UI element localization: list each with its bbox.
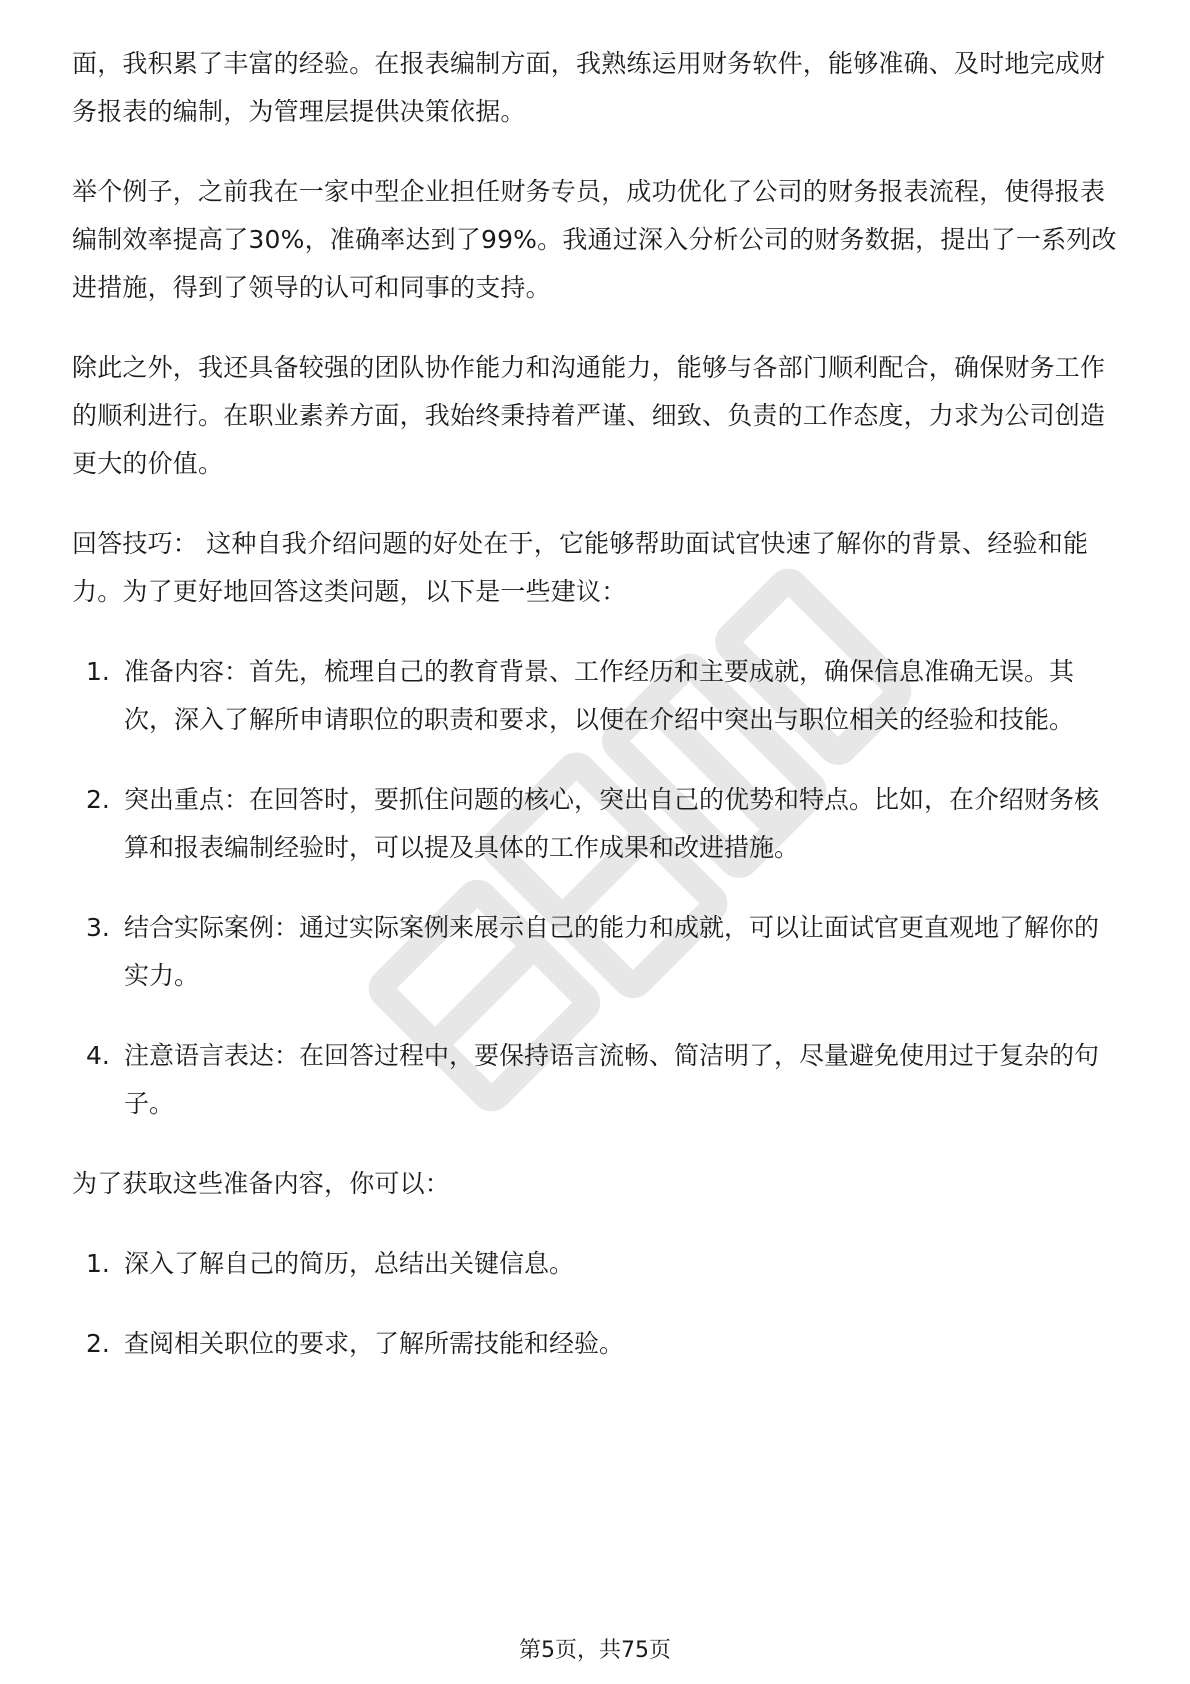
list-item [72,904,1118,1000]
page-footer: 第5页，共75页 [519,1638,671,1663]
list-item-number: 3. [86,913,110,942]
paragraph-teamwork: 除此之外，我还具备较强的团队协作能力和沟通能力，能够与各部门顺利配合，确保财务工作的顺利进行。在职业素养方面，我始终秉持着严谨、细致、负责的工作态度，力求为公司创造更大的价值。 [72,353,1106,478]
document-body [72,40,1118,1400]
list-item-number: 2. [86,1329,110,1358]
paragraph-example: 举个例子，之前我在一家中型企业担任财务专员，成功优化了公司的财务报表流程，使得报表编制效率提高了30%，准确率达到了99%。我通过深入分析公司的财务数据，提出了一系列改进措施，得到了领导的认可和同事的支持。 [72,177,1117,302]
list-item [72,648,1118,744]
list-item [72,1320,1118,1368]
list-item-text: 查阅相关职位的要求，了解所需技能和经验。 [124,1329,625,1358]
list-item-text: 结合实际案例：通过实际案例来展示自己的能力和成就，可以让面试官更直观地了解你的实力。 [124,913,1100,990]
list-item [72,1032,1118,1128]
list-item [72,1240,1118,1288]
list-item-number: 1. [86,1249,110,1278]
paragraph-experience: 面，我积累了丰富的经验。在报表编制方面，我熟练运用财务软件，能够准确、及时地完成财务报表的编制，为管理层提供决策依据。 [72,49,1106,126]
list-item-number: 4. [86,1041,110,1070]
list-item-number: 2. [86,785,110,814]
list-item-number: 1. [86,657,110,686]
prep-list [72,1240,1118,1368]
list-item-text: 深入了解自己的简历，总结出关键信息。 [124,1249,575,1278]
paragraph-prep-intro: 为了获取这些准备内容，你可以： [72,1169,451,1198]
list-item-text: 准备内容：首先，梳理自己的教育背景、工作经历和主要成就，确保信息准确无误。其次，深入了解所申请职位的职责和要求，以便在介绍中突出与职位相关的经验和技能。 [124,657,1075,734]
list-item-text: 注意语言表达：在回答过程中，要保持语言流畅、简洁明了，尽量避免使用过于复杂的句子。 [124,1041,1100,1118]
list-item-text: 突出重点：在回答时，要抓住问题的核心，突出自己的优势和特点。比如，在介绍财务核算和报表编制经验时，可以提及具体的工作成果和改进措施。 [124,785,1100,862]
paragraph-answer-tips: 回答技巧： 这种自我介绍问题的好处在于，它能够帮助面试官快速了解你的背景、经验和能力。为了更好地回答这类问题，以下是一些建议： [72,529,1089,606]
list-item [72,776,1118,872]
tips-list [72,648,1118,1128]
